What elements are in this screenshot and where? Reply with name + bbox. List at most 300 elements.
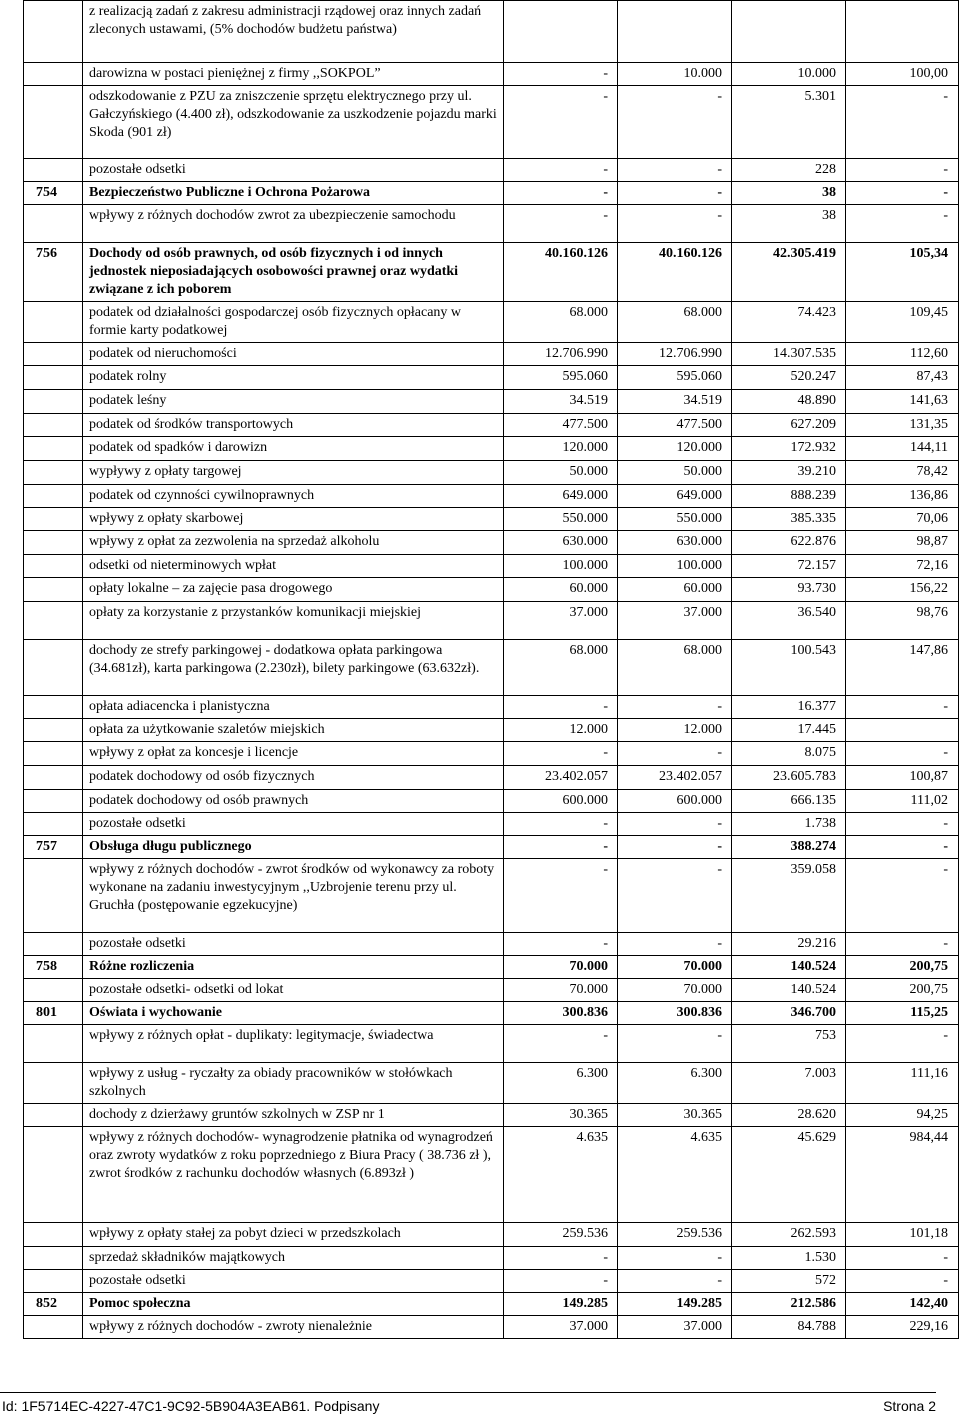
execution-percent: 70,06 xyxy=(846,508,959,531)
plan-value: 12.000 xyxy=(504,719,618,742)
executed-value: 14.307.535 xyxy=(732,343,846,366)
execution-percent: 984,44 xyxy=(846,1127,959,1223)
table-row xyxy=(24,555,959,578)
plan-after-changes-value: - xyxy=(618,696,732,719)
table-row xyxy=(24,790,959,813)
item-label: wpływy z usług - ryczałty za obiady pracowników w stołówkach szkolnych xyxy=(83,1063,504,1104)
executed-value: 262.593 xyxy=(732,1223,846,1247)
section-code xyxy=(24,390,83,414)
plan-after-changes-value: 30.365 xyxy=(618,1104,732,1127)
table-row xyxy=(24,531,959,555)
table-row xyxy=(24,1127,959,1223)
execution-percent: 156,22 xyxy=(846,578,959,602)
section-code xyxy=(24,555,83,578)
execution-percent: 109,45 xyxy=(846,302,959,343)
section-code xyxy=(24,1104,83,1127)
plan-value: 120.000 xyxy=(504,437,618,461)
execution-percent: - xyxy=(846,696,959,719)
executed-value: 10.000 xyxy=(732,63,846,86)
item-label: dochody ze strefy parkingowej - dodatkowa opłata parkingowa (34.681zł), karta parkingowa (2.230zł), bilety parkingowe (63.632zł). xyxy=(83,640,504,696)
item-label: wypływy z opłaty targowej xyxy=(83,461,504,485)
table-row xyxy=(24,302,959,343)
plan-after-changes-value: 120.000 xyxy=(618,437,732,461)
execution-percent xyxy=(846,1,959,63)
plan-after-changes-value: 40.160.126 xyxy=(618,243,732,302)
plan-value: 600.000 xyxy=(504,790,618,813)
item-label: odszkodowanie z PZU za zniszczenie sprzętu elektrycznego przy ul. Gałczyńskiego (4.400 zł), odszkodowanie za uszkodzenie pojazdu marki Skoda (901 zł) xyxy=(83,86,504,159)
item-label: opłata za użytkowanie szaletów miejskich xyxy=(83,719,504,742)
execution-percent: - xyxy=(846,836,959,859)
table-row xyxy=(24,640,959,696)
section-code xyxy=(24,343,83,366)
plan-after-changes-value: 10.000 xyxy=(618,63,732,86)
section-code xyxy=(24,437,83,461)
plan-after-changes-value: 34.519 xyxy=(618,390,732,414)
item-label: wpływy z opłat za zezwolenia na sprzedaż alkoholu xyxy=(83,531,504,555)
table-row xyxy=(24,602,959,640)
section-code xyxy=(24,508,83,531)
plan-after-changes-value: 23.402.057 xyxy=(618,766,732,790)
plan-value: - xyxy=(504,159,618,182)
item-label: wpływy z różnych opłat - duplikaty: legitymacje, świadectwa xyxy=(83,1025,504,1063)
table-row xyxy=(24,390,959,414)
plan-value: 630.000 xyxy=(504,531,618,555)
plan-value: - xyxy=(504,859,618,933)
plan-value: - xyxy=(504,836,618,859)
plan-after-changes-value: - xyxy=(618,159,732,182)
execution-percent: 115,25 xyxy=(846,1002,959,1025)
plan-after-changes-value xyxy=(618,1,732,63)
item-label: Bezpieczeństwo Publiczne i Ochrona Pożarowa xyxy=(83,182,504,205)
page-number: Strona 2 xyxy=(883,1398,936,1414)
section-row xyxy=(24,836,959,859)
table-row xyxy=(24,1247,959,1270)
document-id: Id: 1F5714EC-4227-47C1-9C92-5B904A3EAB61. Podpisany xyxy=(2,1398,380,1414)
plan-value: - xyxy=(504,1270,618,1293)
plan-after-changes-value: 70.000 xyxy=(618,956,732,979)
executed-value: 16.377 xyxy=(732,696,846,719)
plan-after-changes-value: 477.500 xyxy=(618,414,732,437)
plan-after-changes-value: 600.000 xyxy=(618,790,732,813)
item-label: Pomoc społeczna xyxy=(83,1293,504,1316)
table-row xyxy=(24,742,959,766)
plan-value: 50.000 xyxy=(504,461,618,485)
executed-value: 753 xyxy=(732,1025,846,1063)
plan-after-changes-value: - xyxy=(618,86,732,159)
section-row xyxy=(24,956,959,979)
item-label: podatek rolny xyxy=(83,366,504,390)
section-code xyxy=(24,719,83,742)
table-row xyxy=(24,63,959,86)
execution-percent: 105,34 xyxy=(846,243,959,302)
plan-value: 259.536 xyxy=(504,1223,618,1247)
table-row xyxy=(24,1104,959,1127)
executed-value: 622.876 xyxy=(732,531,846,555)
executed-value: 888.239 xyxy=(732,485,846,508)
section-row xyxy=(24,1293,959,1316)
section-code xyxy=(24,366,83,390)
table-row xyxy=(24,437,959,461)
table-row xyxy=(24,86,959,159)
execution-percent: 144,11 xyxy=(846,437,959,461)
execution-percent: - xyxy=(846,159,959,182)
plan-after-changes-value: - xyxy=(618,859,732,933)
item-label: pozostałe odsetki xyxy=(83,159,504,182)
plan-value: - xyxy=(504,63,618,86)
plan-value: 300.836 xyxy=(504,1002,618,1025)
item-label: wpływy z opłaty skarbowej xyxy=(83,508,504,531)
section-code xyxy=(24,205,83,243)
item-label: opłaty za korzystanie z przystanków komunikacji miejskiej xyxy=(83,602,504,640)
plan-after-changes-value: 68.000 xyxy=(618,640,732,696)
section-code xyxy=(24,1063,83,1104)
executed-value: 74.423 xyxy=(732,302,846,343)
execution-percent: 229,16 xyxy=(846,1316,959,1339)
item-label: opłata adiacencka i planistyczna xyxy=(83,696,504,719)
table-row xyxy=(24,414,959,437)
section-code xyxy=(24,790,83,813)
plan-after-changes-value: - xyxy=(618,1025,732,1063)
item-label: wpływy z opłat za koncesje i licencje xyxy=(83,742,504,766)
section-code: 758 xyxy=(24,956,83,979)
plan-value xyxy=(504,1,618,63)
item-label: pozostałe odsetki- odsetki od lokat xyxy=(83,979,504,1002)
plan-value: 30.365 xyxy=(504,1104,618,1127)
plan-value: 100.000 xyxy=(504,555,618,578)
execution-percent: 147,86 xyxy=(846,640,959,696)
table-row xyxy=(24,813,959,836)
item-label: darowizna w postaci pieniężnej z firmy ,,SOKPOL” xyxy=(83,63,504,86)
section-code xyxy=(24,1127,83,1223)
plan-value: 595.060 xyxy=(504,366,618,390)
plan-value: - xyxy=(504,86,618,159)
table-row xyxy=(24,766,959,790)
table-body xyxy=(24,1,959,1339)
section-code xyxy=(24,933,83,956)
plan-after-changes-value: - xyxy=(618,1247,732,1270)
item-label: Obsługa długu publicznego xyxy=(83,836,504,859)
section-code xyxy=(24,531,83,555)
executed-value: 23.605.783 xyxy=(732,766,846,790)
item-label: pozostałe odsetki xyxy=(83,1270,504,1293)
execution-percent: - xyxy=(846,1270,959,1293)
executed-value: 38 xyxy=(732,182,846,205)
table-row xyxy=(24,1063,959,1104)
plan-value: - xyxy=(504,1247,618,1270)
plan-value: - xyxy=(504,205,618,243)
section-code xyxy=(24,742,83,766)
item-label: podatek dochodowy od osób fizycznych xyxy=(83,766,504,790)
executed-value: 17.445 xyxy=(732,719,846,742)
plan-after-changes-value: 259.536 xyxy=(618,1223,732,1247)
plan-value: 40.160.126 xyxy=(504,243,618,302)
plan-value: 6.300 xyxy=(504,1063,618,1104)
executed-value: 228 xyxy=(732,159,846,182)
table-row xyxy=(24,366,959,390)
table-row xyxy=(24,461,959,485)
execution-percent xyxy=(846,719,959,742)
item-label: sprzedaż składników majątkowych xyxy=(83,1247,504,1270)
plan-value: 477.500 xyxy=(504,414,618,437)
execution-percent: 98,87 xyxy=(846,531,959,555)
section-code xyxy=(24,159,83,182)
plan-after-changes-value: 50.000 xyxy=(618,461,732,485)
section-code xyxy=(24,602,83,640)
table-row xyxy=(24,1,959,63)
section-code xyxy=(24,485,83,508)
section-code: 757 xyxy=(24,836,83,859)
plan-value: - xyxy=(504,742,618,766)
item-label: wpływy z różnych dochodów - zwroty nienależnie xyxy=(83,1316,504,1339)
section-code xyxy=(24,813,83,836)
executed-value: 385.335 xyxy=(732,508,846,531)
section-code xyxy=(24,461,83,485)
section-row xyxy=(24,1002,959,1025)
item-label: Różne rozliczenia xyxy=(83,956,504,979)
plan-after-changes-value: 300.836 xyxy=(618,1002,732,1025)
table-row xyxy=(24,159,959,182)
table-row xyxy=(24,979,959,1002)
plan-value: - xyxy=(504,1025,618,1063)
plan-after-changes-value: 70.000 xyxy=(618,979,732,1002)
executed-value: 28.620 xyxy=(732,1104,846,1127)
execution-percent: - xyxy=(846,859,959,933)
executed-value: 42.305.419 xyxy=(732,243,846,302)
item-label: wpływy z różnych dochodów zwrot za ubezpieczenie samochodu xyxy=(83,205,504,243)
plan-after-changes-value: 595.060 xyxy=(618,366,732,390)
plan-after-changes-value: 149.285 xyxy=(618,1293,732,1316)
table-row xyxy=(24,508,959,531)
executed-value: 666.135 xyxy=(732,790,846,813)
executed-value: 520.247 xyxy=(732,366,846,390)
execution-percent: - xyxy=(846,1025,959,1063)
execution-percent: - xyxy=(846,813,959,836)
table-row xyxy=(24,578,959,602)
execution-percent: 78,42 xyxy=(846,461,959,485)
section-code xyxy=(24,414,83,437)
executed-value: 38 xyxy=(732,205,846,243)
plan-after-changes-value: 37.000 xyxy=(618,1316,732,1339)
section-code: 801 xyxy=(24,1002,83,1025)
item-label: z realizacją zadań z zakresu administracji rządowej oraz innych zadań zleconych ustawami, (5% dochodów budżetu państwa) xyxy=(83,1,504,63)
execution-percent: - xyxy=(846,1247,959,1270)
item-label: podatek dochodowy od osób prawnych xyxy=(83,790,504,813)
executed-value: 7.003 xyxy=(732,1063,846,1104)
section-code: 756 xyxy=(24,243,83,302)
executed-value: 39.210 xyxy=(732,461,846,485)
plan-after-changes-value: 68.000 xyxy=(618,302,732,343)
table-row xyxy=(24,1025,959,1063)
item-label: wpływy z opłaty stałej za pobyt dzieci w przedszkolach xyxy=(83,1223,504,1247)
table-row xyxy=(24,933,959,956)
plan-after-changes-value: - xyxy=(618,742,732,766)
plan-value: 149.285 xyxy=(504,1293,618,1316)
executed-value: 5.301 xyxy=(732,86,846,159)
budget-income-table xyxy=(23,0,959,1339)
section-code: 754 xyxy=(24,182,83,205)
execution-percent: - xyxy=(846,933,959,956)
plan-value: 550.000 xyxy=(504,508,618,531)
plan-after-changes-value: - xyxy=(618,205,732,243)
executed-value: 29.216 xyxy=(732,933,846,956)
plan-value: 34.519 xyxy=(504,390,618,414)
item-label: pozostałe odsetki xyxy=(83,813,504,836)
plan-after-changes-value: 649.000 xyxy=(618,485,732,508)
section-code xyxy=(24,1223,83,1247)
section-code xyxy=(24,696,83,719)
item-label: podatek od środków transportowych xyxy=(83,414,504,437)
table-row xyxy=(24,343,959,366)
item-label: podatek od działalności gospodarczej osób fizycznych opłacany w formie karty podatkowej xyxy=(83,302,504,343)
section-code: 852 xyxy=(24,1293,83,1316)
executed-value: 100.543 xyxy=(732,640,846,696)
execution-percent: 142,40 xyxy=(846,1293,959,1316)
executed-value: 140.524 xyxy=(732,979,846,1002)
execution-percent: - xyxy=(846,205,959,243)
plan-after-changes-value: 630.000 xyxy=(618,531,732,555)
executed-value: 140.524 xyxy=(732,956,846,979)
section-code xyxy=(24,1270,83,1293)
executed-value: 72.157 xyxy=(732,555,846,578)
execution-percent: 94,25 xyxy=(846,1104,959,1127)
plan-after-changes-value: 37.000 xyxy=(618,602,732,640)
execution-percent: 100,00 xyxy=(846,63,959,86)
execution-percent: 111,16 xyxy=(846,1063,959,1104)
table-row xyxy=(24,1316,959,1339)
footer-divider xyxy=(0,1392,936,1393)
plan-value: - xyxy=(504,933,618,956)
item-label: pozostałe odsetki xyxy=(83,933,504,956)
plan-value: 12.706.990 xyxy=(504,343,618,366)
plan-after-changes-value: 60.000 xyxy=(618,578,732,602)
plan-after-changes-value: 12.000 xyxy=(618,719,732,742)
executed-value: 1.530 xyxy=(732,1247,846,1270)
execution-percent: 98,76 xyxy=(846,602,959,640)
section-code xyxy=(24,578,83,602)
executed-value: 346.700 xyxy=(732,1002,846,1025)
table-row xyxy=(24,1223,959,1247)
plan-value: 70.000 xyxy=(504,956,618,979)
section-code xyxy=(24,859,83,933)
executed-value xyxy=(732,1,846,63)
section-code xyxy=(24,640,83,696)
execution-percent: 136,86 xyxy=(846,485,959,508)
plan-value: 68.000 xyxy=(504,640,618,696)
item-label: podatek od nieruchomości xyxy=(83,343,504,366)
execution-percent: 100,87 xyxy=(846,766,959,790)
plan-value: 37.000 xyxy=(504,1316,618,1339)
section-row xyxy=(24,182,959,205)
executed-value: 45.629 xyxy=(732,1127,846,1223)
item-label: podatek leśny xyxy=(83,390,504,414)
plan-value: 4.635 xyxy=(504,1127,618,1223)
section-code xyxy=(24,1247,83,1270)
execution-percent: - xyxy=(846,182,959,205)
plan-after-changes-value: 6.300 xyxy=(618,1063,732,1104)
plan-value: - xyxy=(504,813,618,836)
execution-percent: 141,63 xyxy=(846,390,959,414)
plan-after-changes-value: 12.706.990 xyxy=(618,343,732,366)
table-row xyxy=(24,1270,959,1293)
item-label: wpływy z różnych dochodów- wynagrodzenie płatnika od wynagrodzeń oraz zwroty wydatków z roku poprzedniego z Biura Pracy ( 38.736 zł ), zwrot środków z rachunku dochodów własnych (6.893zł ) xyxy=(83,1127,504,1223)
execution-percent: 87,43 xyxy=(846,366,959,390)
page-footer xyxy=(0,1388,960,1416)
plan-value: - xyxy=(504,696,618,719)
execution-percent: 131,35 xyxy=(846,414,959,437)
executed-value: 8.075 xyxy=(732,742,846,766)
section-code xyxy=(24,979,83,1002)
executed-value: 84.788 xyxy=(732,1316,846,1339)
item-label: dochody z dzierżawy gruntów szkolnych w ZSP nr 1 xyxy=(83,1104,504,1127)
section-code xyxy=(24,1316,83,1339)
execution-percent: 111,02 xyxy=(846,790,959,813)
section-row xyxy=(24,243,959,302)
plan-after-changes-value: 550.000 xyxy=(618,508,732,531)
execution-percent: 200,75 xyxy=(846,979,959,1002)
executed-value: 1.738 xyxy=(732,813,846,836)
table-row xyxy=(24,719,959,742)
plan-after-changes-value: 100.000 xyxy=(618,555,732,578)
executed-value: 36.540 xyxy=(732,602,846,640)
execution-percent: - xyxy=(846,742,959,766)
plan-value: 37.000 xyxy=(504,602,618,640)
item-label: podatek od spadków i darowizn xyxy=(83,437,504,461)
plan-after-changes-value: - xyxy=(618,836,732,859)
execution-percent: 112,60 xyxy=(846,343,959,366)
table-row xyxy=(24,205,959,243)
plan-value: 70.000 xyxy=(504,979,618,1002)
item-label: opłaty lokalne – za zajęcie pasa drogowego xyxy=(83,578,504,602)
plan-value: 68.000 xyxy=(504,302,618,343)
executed-value: 572 xyxy=(732,1270,846,1293)
plan-after-changes-value: - xyxy=(618,1270,732,1293)
executed-value: 93.730 xyxy=(732,578,846,602)
item-label: Dochody od osób prawnych, od osób fizycznych i od innych jednostek nieposiadających osobowości prawnej oraz wydatki związane z ich poborem xyxy=(83,243,504,302)
plan-value: 23.402.057 xyxy=(504,766,618,790)
section-code xyxy=(24,302,83,343)
section-code xyxy=(24,1025,83,1063)
executed-value: 212.586 xyxy=(732,1293,846,1316)
executed-value: 627.209 xyxy=(732,414,846,437)
section-code xyxy=(24,1,83,63)
execution-percent: 200,75 xyxy=(846,956,959,979)
item-label: wpływy z różnych dochodów - zwrot środków od wykonawcy za roboty wykonane na zadaniu inwestycyjnym ,,Uzbrojenie terenu przy ul. Gruchła (postępowanie egzekucyjne) xyxy=(83,859,504,933)
section-code xyxy=(24,63,83,86)
table-row xyxy=(24,485,959,508)
item-label: odsetki od nieterminowych wpłat xyxy=(83,555,504,578)
section-code xyxy=(24,766,83,790)
executed-value: 172.932 xyxy=(732,437,846,461)
executed-value: 388.274 xyxy=(732,836,846,859)
plan-value: - xyxy=(504,182,618,205)
plan-after-changes-value: 4.635 xyxy=(618,1127,732,1223)
plan-after-changes-value: - xyxy=(618,182,732,205)
table-row xyxy=(24,859,959,933)
execution-percent: - xyxy=(846,86,959,159)
execution-percent: 72,16 xyxy=(846,555,959,578)
plan-value: 60.000 xyxy=(504,578,618,602)
item-label: podatek od czynności cywilnoprawnych xyxy=(83,485,504,508)
executed-value: 359.058 xyxy=(732,859,846,933)
item-label: Oświata i wychowanie xyxy=(83,1002,504,1025)
plan-after-changes-value: - xyxy=(618,813,732,836)
executed-value: 48.890 xyxy=(732,390,846,414)
execution-percent: 101,18 xyxy=(846,1223,959,1247)
section-code xyxy=(24,86,83,159)
plan-after-changes-value: - xyxy=(618,933,732,956)
plan-value: 649.000 xyxy=(504,485,618,508)
table-row xyxy=(24,696,959,719)
